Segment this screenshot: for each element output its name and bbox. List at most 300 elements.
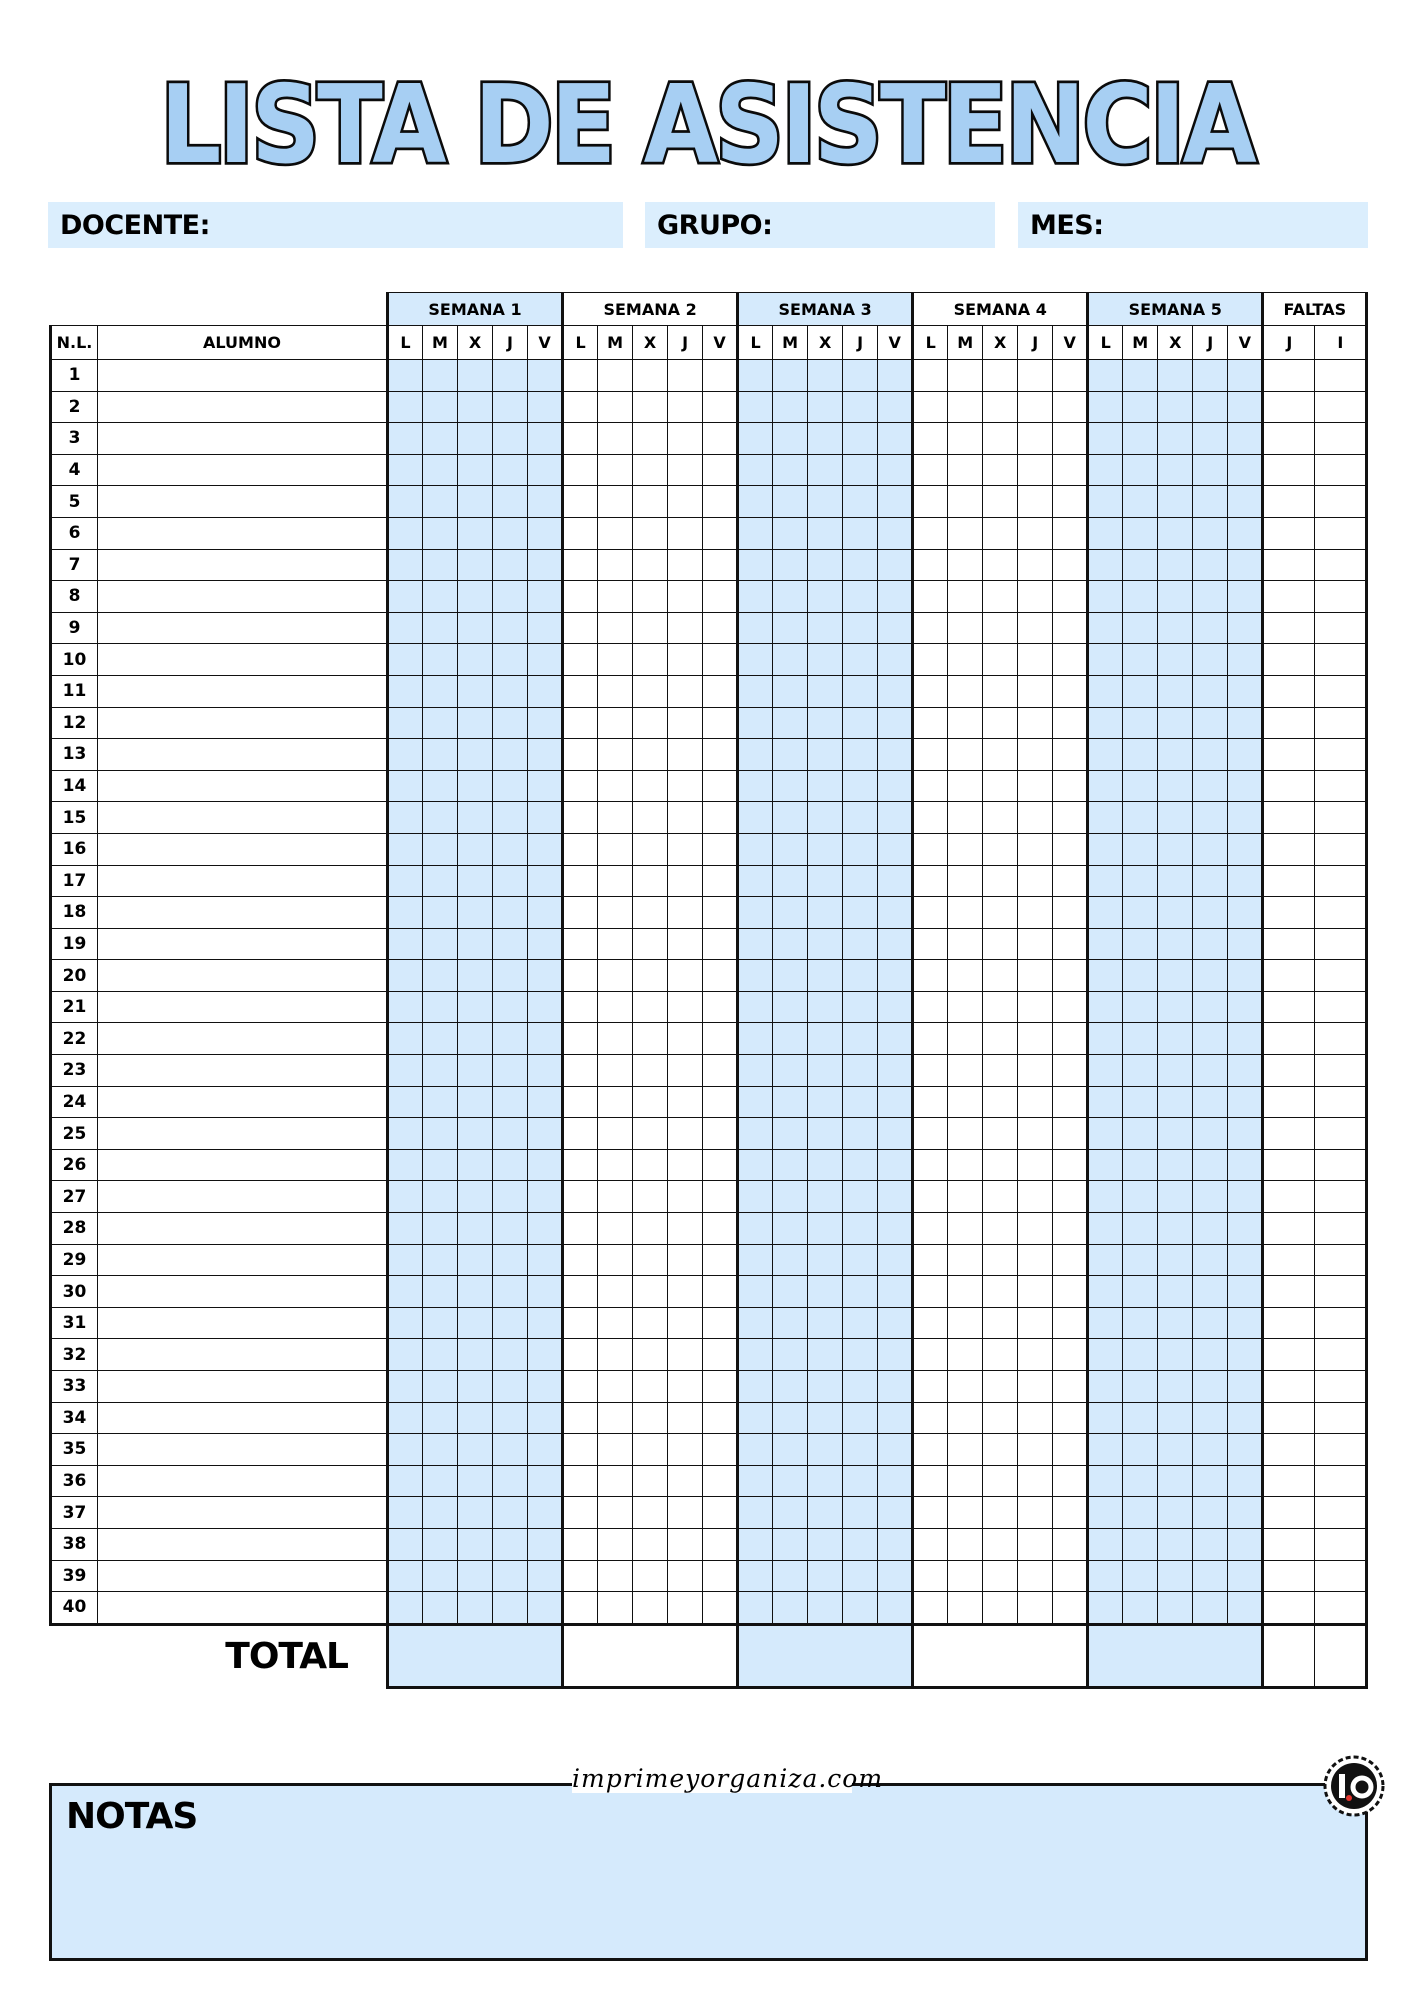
attendance-cell[interactable] [563,391,598,423]
attendance-cell[interactable] [493,1086,528,1118]
attendance-cell[interactable] [773,1402,808,1434]
attendance-cell[interactable] [843,1307,878,1339]
attendance-cell[interactable] [563,1086,598,1118]
attendance-cell[interactable] [1088,960,1123,992]
attendance-cell[interactable] [598,644,633,676]
attendance-cell[interactable] [633,549,668,581]
faltas-i-cell[interactable] [1315,960,1367,992]
student-name-cell[interactable] [98,549,388,581]
attendance-cell[interactable] [1228,739,1263,771]
attendance-cell[interactable] [773,1465,808,1497]
attendance-cell[interactable] [948,1276,983,1308]
attendance-cell[interactable] [388,1434,423,1466]
attendance-cell[interactable] [913,707,948,739]
faltas-i-cell[interactable] [1315,1434,1367,1466]
attendance-cell[interactable] [843,1434,878,1466]
attendance-cell[interactable] [493,391,528,423]
attendance-cell[interactable] [528,486,563,518]
attendance-cell[interactable] [458,1434,493,1466]
attendance-cell[interactable] [1193,391,1228,423]
faltas-i-total[interactable] [1315,1624,1367,1687]
attendance-cell[interactable] [633,1465,668,1497]
attendance-cell[interactable] [878,1434,913,1466]
attendance-cell[interactable] [1053,360,1088,392]
attendance-cell[interactable] [423,865,458,897]
attendance-cell[interactable] [1053,1055,1088,1087]
attendance-cell[interactable] [1193,549,1228,581]
faltas-j-cell[interactable] [1263,1497,1315,1529]
attendance-cell[interactable] [703,707,738,739]
attendance-cell[interactable] [1123,549,1158,581]
attendance-cell[interactable] [493,833,528,865]
attendance-cell[interactable] [598,1434,633,1466]
student-name-cell[interactable] [98,897,388,929]
attendance-cell[interactable] [703,865,738,897]
attendance-cell[interactable] [983,1371,1018,1403]
attendance-cell[interactable] [843,833,878,865]
attendance-cell[interactable] [1158,423,1193,455]
attendance-cell[interactable] [1053,612,1088,644]
attendance-cell[interactable] [808,1213,843,1245]
attendance-cell[interactable] [703,833,738,865]
attendance-cell[interactable] [913,1181,948,1213]
faltas-i-cell[interactable] [1315,1244,1367,1276]
attendance-cell[interactable] [703,423,738,455]
attendance-cell[interactable] [948,423,983,455]
faltas-j-cell[interactable] [1263,833,1315,865]
attendance-cell[interactable] [1053,1023,1088,1055]
attendance-cell[interactable] [913,581,948,613]
student-name-cell[interactable] [98,1276,388,1308]
attendance-cell[interactable] [773,1560,808,1592]
attendance-cell[interactable] [1228,1276,1263,1308]
attendance-cell[interactable] [493,1181,528,1213]
attendance-cell[interactable] [983,360,1018,392]
attendance-cell[interactable] [458,707,493,739]
attendance-cell[interactable] [773,1181,808,1213]
attendance-cell[interactable] [878,770,913,802]
attendance-cell[interactable] [773,675,808,707]
attendance-cell[interactable] [633,391,668,423]
attendance-cell[interactable] [808,897,843,929]
attendance-cell[interactable] [1088,1118,1123,1150]
attendance-cell[interactable] [948,1402,983,1434]
attendance-cell[interactable] [1053,1307,1088,1339]
attendance-cell[interactable] [633,1023,668,1055]
attendance-cell[interactable] [598,1055,633,1087]
attendance-cell[interactable] [738,739,773,771]
student-name-cell[interactable] [98,960,388,992]
attendance-cell[interactable] [808,1055,843,1087]
attendance-cell[interactable] [1193,1213,1228,1245]
attendance-cell[interactable] [563,865,598,897]
attendance-cell[interactable] [458,1086,493,1118]
attendance-cell[interactable] [1228,1181,1263,1213]
attendance-cell[interactable] [388,1118,423,1150]
attendance-cell[interactable] [388,770,423,802]
attendance-cell[interactable] [598,1592,633,1625]
attendance-cell[interactable] [598,833,633,865]
faltas-j-cell[interactable] [1263,486,1315,518]
faltas-j-cell[interactable] [1263,517,1315,549]
attendance-cell[interactable] [738,612,773,644]
attendance-cell[interactable] [878,1497,913,1529]
attendance-cell[interactable] [1053,865,1088,897]
attendance-cell[interactable] [1018,612,1053,644]
attendance-cell[interactable] [1053,1086,1088,1118]
attendance-cell[interactable] [458,360,493,392]
student-name-cell[interactable] [98,739,388,771]
attendance-cell[interactable] [423,1497,458,1529]
attendance-cell[interactable] [948,675,983,707]
attendance-cell[interactable] [458,1339,493,1371]
attendance-cell[interactable] [1123,991,1158,1023]
attendance-cell[interactable] [1053,802,1088,834]
attendance-cell[interactable] [668,1023,703,1055]
attendance-cell[interactable] [1228,1402,1263,1434]
attendance-cell[interactable] [738,897,773,929]
attendance-cell[interactable] [808,549,843,581]
attendance-cell[interactable] [633,581,668,613]
attendance-cell[interactable] [1158,1276,1193,1308]
faltas-j-cell[interactable] [1263,1149,1315,1181]
attendance-cell[interactable] [983,960,1018,992]
attendance-cell[interactable] [563,517,598,549]
attendance-cell[interactable] [1053,1181,1088,1213]
attendance-cell[interactable] [598,739,633,771]
attendance-cell[interactable] [1228,581,1263,613]
attendance-cell[interactable] [703,1244,738,1276]
attendance-cell[interactable] [1088,991,1123,1023]
attendance-cell[interactable] [913,1276,948,1308]
student-name-cell[interactable] [98,1086,388,1118]
attendance-cell[interactable] [808,612,843,644]
attendance-cell[interactable] [878,1023,913,1055]
attendance-cell[interactable] [528,675,563,707]
attendance-cell[interactable] [703,391,738,423]
attendance-cell[interactable] [458,1465,493,1497]
attendance-cell[interactable] [388,1023,423,1055]
faltas-j-cell[interactable] [1263,897,1315,929]
attendance-cell[interactable] [808,1371,843,1403]
attendance-cell[interactable] [458,1023,493,1055]
faltas-j-cell[interactable] [1263,802,1315,834]
faltas-i-cell[interactable] [1315,1055,1367,1087]
attendance-cell[interactable] [633,991,668,1023]
faltas-i-cell[interactable] [1315,897,1367,929]
attendance-cell[interactable] [738,549,773,581]
attendance-cell[interactable] [458,1560,493,1592]
attendance-cell[interactable] [1088,1465,1123,1497]
attendance-cell[interactable] [493,1244,528,1276]
attendance-cell[interactable] [738,1023,773,1055]
attendance-cell[interactable] [598,1465,633,1497]
attendance-cell[interactable] [983,1339,1018,1371]
attendance-cell[interactable] [458,960,493,992]
attendance-cell[interactable] [738,1181,773,1213]
faltas-i-cell[interactable] [1315,517,1367,549]
attendance-cell[interactable] [1053,1276,1088,1308]
faltas-i-cell[interactable] [1315,833,1367,865]
attendance-cell[interactable] [633,833,668,865]
attendance-cell[interactable] [633,1055,668,1087]
attendance-cell[interactable] [773,644,808,676]
attendance-cell[interactable] [703,1023,738,1055]
attendance-cell[interactable] [1228,865,1263,897]
attendance-cell[interactable] [1158,454,1193,486]
attendance-cell[interactable] [1018,1339,1053,1371]
faltas-j-cell[interactable] [1263,454,1315,486]
attendance-cell[interactable] [1088,1592,1123,1625]
attendance-cell[interactable] [808,1528,843,1560]
attendance-cell[interactable] [598,612,633,644]
attendance-cell[interactable] [668,739,703,771]
faltas-j-cell[interactable] [1263,865,1315,897]
attendance-cell[interactable] [458,391,493,423]
attendance-cell[interactable] [1193,1276,1228,1308]
attendance-cell[interactable] [738,517,773,549]
attendance-cell[interactable] [808,928,843,960]
attendance-cell[interactable] [493,1307,528,1339]
attendance-cell[interactable] [493,1434,528,1466]
student-name-cell[interactable] [98,1592,388,1625]
attendance-cell[interactable] [458,1371,493,1403]
attendance-cell[interactable] [668,1465,703,1497]
attendance-cell[interactable] [668,1276,703,1308]
attendance-cell[interactable] [458,739,493,771]
attendance-cell[interactable] [948,1497,983,1529]
attendance-cell[interactable] [528,1086,563,1118]
attendance-cell[interactable] [843,1118,878,1150]
attendance-cell[interactable] [1088,1339,1123,1371]
attendance-cell[interactable] [808,707,843,739]
attendance-cell[interactable] [668,1371,703,1403]
grupo-field[interactable]: GRUPO: [645,202,995,248]
attendance-cell[interactable] [878,675,913,707]
attendance-cell[interactable] [668,1497,703,1529]
attendance-cell[interactable] [493,1213,528,1245]
attendance-cell[interactable] [948,1307,983,1339]
attendance-cell[interactable] [1088,802,1123,834]
attendance-cell[interactable] [1053,960,1088,992]
attendance-cell[interactable] [563,454,598,486]
attendance-cell[interactable] [1228,802,1263,834]
attendance-cell[interactable] [493,644,528,676]
attendance-cell[interactable] [458,486,493,518]
attendance-cell[interactable] [1193,991,1228,1023]
attendance-cell[interactable] [773,549,808,581]
faltas-j-cell[interactable] [1263,1055,1315,1087]
attendance-cell[interactable] [633,454,668,486]
attendance-cell[interactable] [703,360,738,392]
faltas-j-cell[interactable] [1263,1402,1315,1434]
attendance-cell[interactable] [563,1307,598,1339]
attendance-cell[interactable] [1018,1528,1053,1560]
attendance-cell[interactable] [563,675,598,707]
attendance-cell[interactable] [423,454,458,486]
attendance-cell[interactable] [458,517,493,549]
attendance-cell[interactable] [843,675,878,707]
attendance-cell[interactable] [563,960,598,992]
attendance-cell[interactable] [423,360,458,392]
attendance-cell[interactable] [983,1528,1018,1560]
attendance-cell[interactable] [598,391,633,423]
attendance-cell[interactable] [773,833,808,865]
attendance-cell[interactable] [983,1118,1018,1150]
attendance-cell[interactable] [1088,865,1123,897]
attendance-cell[interactable] [633,1434,668,1466]
attendance-cell[interactable] [843,1339,878,1371]
attendance-cell[interactable] [1193,1149,1228,1181]
week-total-cell[interactable] [913,1624,1088,1687]
attendance-cell[interactable] [808,454,843,486]
attendance-cell[interactable] [598,549,633,581]
attendance-cell[interactable] [598,770,633,802]
attendance-cell[interactable] [948,1118,983,1150]
attendance-cell[interactable] [1088,1402,1123,1434]
attendance-cell[interactable] [983,770,1018,802]
attendance-cell[interactable] [773,612,808,644]
attendance-cell[interactable] [773,1434,808,1466]
student-name-cell[interactable] [98,928,388,960]
student-name-cell[interactable] [98,1118,388,1150]
attendance-cell[interactable] [1053,1434,1088,1466]
attendance-cell[interactable] [913,1402,948,1434]
attendance-cell[interactable] [843,1592,878,1625]
attendance-cell[interactable] [983,833,1018,865]
attendance-cell[interactable] [493,1118,528,1150]
attendance-cell[interactable] [423,549,458,581]
attendance-cell[interactable] [1228,1307,1263,1339]
attendance-cell[interactable] [458,865,493,897]
attendance-cell[interactable] [1158,1592,1193,1625]
attendance-cell[interactable] [983,1402,1018,1434]
attendance-cell[interactable] [493,707,528,739]
attendance-cell[interactable] [808,644,843,676]
attendance-cell[interactable] [983,454,1018,486]
attendance-cell[interactable] [1088,1371,1123,1403]
faltas-i-cell[interactable] [1315,1528,1367,1560]
faltas-j-cell[interactable] [1263,391,1315,423]
attendance-cell[interactable] [1228,1465,1263,1497]
attendance-cell[interactable] [598,454,633,486]
student-name-cell[interactable] [98,454,388,486]
attendance-cell[interactable] [738,486,773,518]
attendance-cell[interactable] [458,1592,493,1625]
attendance-cell[interactable] [1228,1055,1263,1087]
faltas-i-cell[interactable] [1315,865,1367,897]
attendance-cell[interactable] [843,517,878,549]
attendance-cell[interactable] [633,928,668,960]
attendance-cell[interactable] [843,1497,878,1529]
attendance-cell[interactable] [1193,1560,1228,1592]
attendance-cell[interactable] [493,1276,528,1308]
attendance-cell[interactable] [703,1181,738,1213]
attendance-cell[interactable] [1158,1118,1193,1150]
attendance-cell[interactable] [983,644,1018,676]
attendance-cell[interactable] [1228,1497,1263,1529]
attendance-cell[interactable] [1088,1055,1123,1087]
attendance-cell[interactable] [1123,1244,1158,1276]
attendance-cell[interactable] [1158,360,1193,392]
attendance-cell[interactable] [913,1118,948,1150]
attendance-cell[interactable] [948,960,983,992]
attendance-cell[interactable] [738,1371,773,1403]
student-name-cell[interactable] [98,833,388,865]
attendance-cell[interactable] [668,1560,703,1592]
attendance-cell[interactable] [528,1434,563,1466]
attendance-cell[interactable] [1193,1307,1228,1339]
attendance-cell[interactable] [843,1213,878,1245]
attendance-cell[interactable] [598,517,633,549]
attendance-cell[interactable] [843,612,878,644]
attendance-cell[interactable] [493,1402,528,1434]
attendance-cell[interactable] [1123,739,1158,771]
attendance-cell[interactable] [633,423,668,455]
faltas-i-cell[interactable] [1315,675,1367,707]
attendance-cell[interactable] [1193,454,1228,486]
attendance-cell[interactable] [598,1086,633,1118]
attendance-cell[interactable] [843,770,878,802]
attendance-cell[interactable] [423,991,458,1023]
attendance-cell[interactable] [598,1497,633,1529]
attendance-cell[interactable] [1193,1339,1228,1371]
attendance-cell[interactable] [668,991,703,1023]
attendance-cell[interactable] [913,991,948,1023]
attendance-cell[interactable] [458,802,493,834]
faltas-j-cell[interactable] [1263,1023,1315,1055]
attendance-cell[interactable] [878,549,913,581]
attendance-cell[interactable] [633,865,668,897]
attendance-cell[interactable] [493,770,528,802]
attendance-cell[interactable] [1018,865,1053,897]
attendance-cell[interactable] [1123,1497,1158,1529]
attendance-cell[interactable] [1193,581,1228,613]
attendance-cell[interactable] [1088,1213,1123,1245]
attendance-cell[interactable] [563,1276,598,1308]
attendance-cell[interactable] [1018,960,1053,992]
attendance-cell[interactable] [1123,865,1158,897]
attendance-cell[interactable] [668,928,703,960]
attendance-cell[interactable] [878,486,913,518]
faltas-i-cell[interactable] [1315,1402,1367,1434]
attendance-cell[interactable] [738,865,773,897]
attendance-cell[interactable] [1088,897,1123,929]
attendance-cell[interactable] [563,1465,598,1497]
attendance-cell[interactable] [703,991,738,1023]
student-name-cell[interactable] [98,391,388,423]
attendance-cell[interactable] [808,802,843,834]
attendance-cell[interactable] [1053,1149,1088,1181]
attendance-cell[interactable] [703,1086,738,1118]
student-name-cell[interactable] [98,1244,388,1276]
attendance-cell[interactable] [668,360,703,392]
attendance-cell[interactable] [773,960,808,992]
attendance-cell[interactable] [1228,675,1263,707]
attendance-cell[interactable] [1193,423,1228,455]
attendance-cell[interactable] [423,391,458,423]
attendance-cell[interactable] [458,1055,493,1087]
attendance-cell[interactable] [773,1213,808,1245]
attendance-cell[interactable] [1123,1339,1158,1371]
attendance-cell[interactable] [1018,1244,1053,1276]
attendance-cell[interactable] [528,644,563,676]
attendance-cell[interactable] [983,1560,1018,1592]
attendance-cell[interactable] [668,802,703,834]
attendance-cell[interactable] [1158,833,1193,865]
attendance-cell[interactable] [1193,865,1228,897]
attendance-cell[interactable] [1123,1402,1158,1434]
